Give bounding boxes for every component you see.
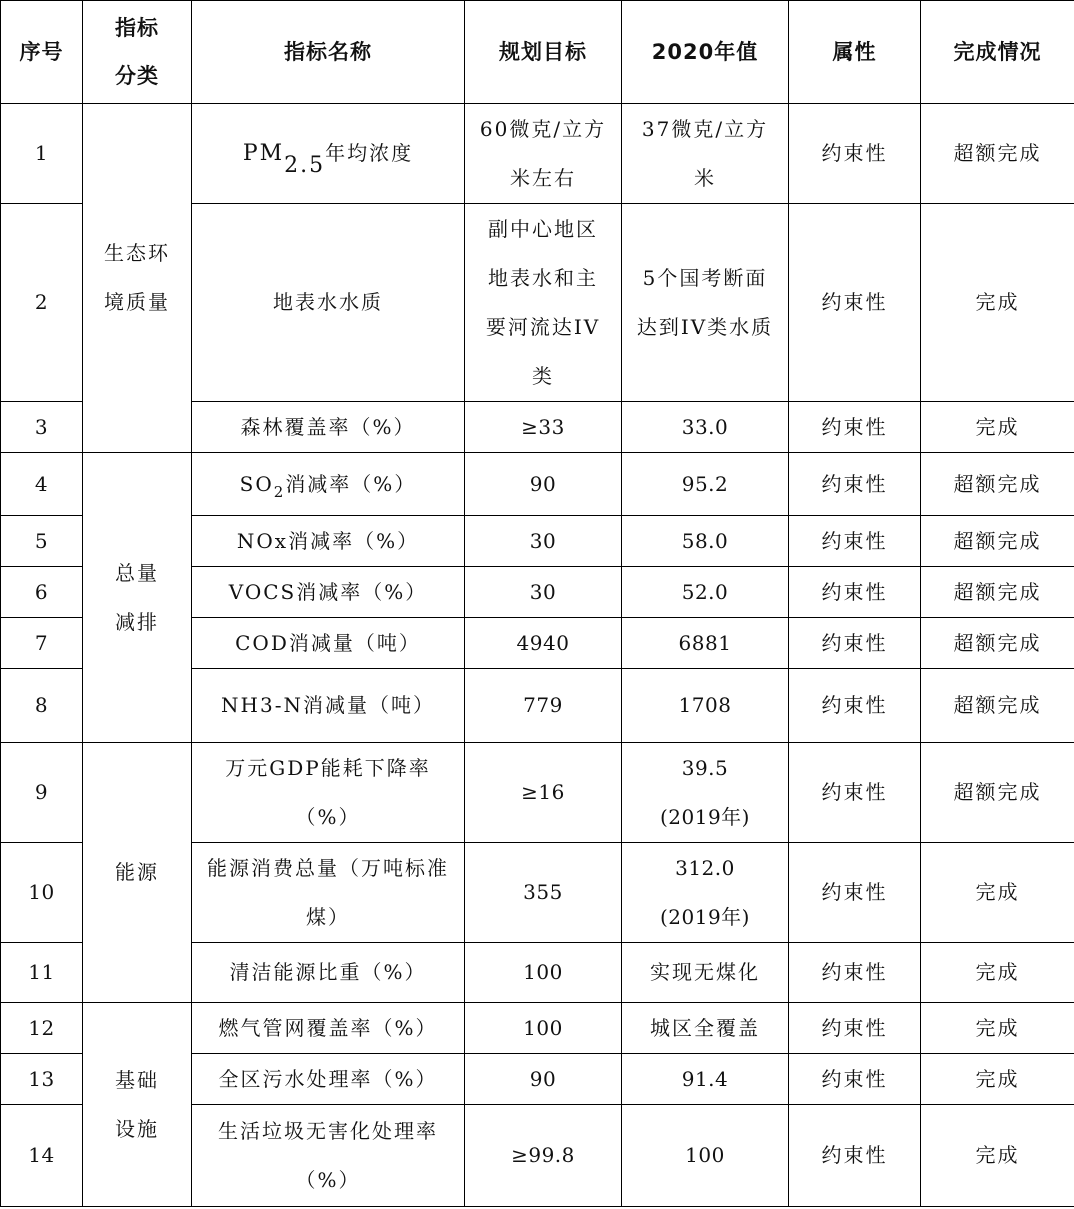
row-value-text: 5个国考断面达到IV类水质 xyxy=(636,265,774,339)
row-value-line2: (2019年) xyxy=(659,904,750,929)
row-target: 30 xyxy=(465,567,622,618)
row-target: ≥33 xyxy=(465,402,622,453)
row-value: 实现无煤化 xyxy=(622,943,789,1003)
category-energy: 能源 xyxy=(83,743,192,1003)
row-name xyxy=(192,453,465,516)
row-status: 完成 xyxy=(921,943,1074,1003)
row-index: 14 xyxy=(1,1105,83,1207)
row-status: 超额完成 xyxy=(921,618,1074,669)
row-target-text: 60微克/立方米左右 xyxy=(479,116,607,190)
row-attribute: 约束性 xyxy=(789,743,921,843)
row-value: 1708 xyxy=(622,669,789,743)
row-index: 10 xyxy=(1,843,83,943)
category-emission-line1: 总量 xyxy=(115,560,159,585)
row-index: 9 xyxy=(1,743,83,843)
row-name-suffix: 年均浓度 xyxy=(325,141,414,165)
row-name xyxy=(192,843,465,943)
row-value: 100 xyxy=(622,1105,789,1207)
row-target: 90 xyxy=(465,1054,622,1105)
row-status: 超额完成 xyxy=(921,516,1074,567)
row-target: 4940 xyxy=(465,618,622,669)
row-name: 清洁能源比重（%） xyxy=(192,943,465,1003)
row-status: 超额完成 xyxy=(921,104,1074,204)
row-value: 6881 xyxy=(622,618,789,669)
row-status: 完成 xyxy=(921,204,1074,402)
row-index: 12 xyxy=(1,1003,83,1054)
row-name-prefix: SO xyxy=(239,471,274,496)
row-name-suffix: 消减率（%） xyxy=(285,471,417,496)
row-name-prefix: PM xyxy=(242,141,285,166)
row-status: 完成 xyxy=(921,1054,1074,1105)
row-index: 4 xyxy=(1,453,83,516)
row-name xyxy=(192,1105,465,1207)
row-name-text: 万元GDP能耗下降率（%） xyxy=(225,755,431,829)
row-value-text: 37微克/立方米 xyxy=(641,116,769,190)
row-value xyxy=(622,104,789,204)
header-target: 规划目标 xyxy=(465,1,622,104)
row-attribute: 约束性 xyxy=(789,453,921,516)
row-name: 燃气管网覆盖率（%） xyxy=(192,1003,465,1054)
row-value: 91.4 xyxy=(622,1054,789,1105)
table-row xyxy=(1,743,1074,843)
row-target: ≥16 xyxy=(465,743,622,843)
row-value-line1: 39.5 xyxy=(681,755,729,780)
row-name-text: 能源消费总量（万吨标准煤） xyxy=(207,855,449,929)
row-name: 森林覆盖率（%） xyxy=(192,402,465,453)
table-row xyxy=(1,104,1074,204)
row-value xyxy=(622,204,789,402)
row-value: 33.0 xyxy=(622,402,789,453)
row-name xyxy=(192,104,465,204)
row-index: 2 xyxy=(1,204,83,402)
row-attribute: 约束性 xyxy=(789,843,921,943)
header-category xyxy=(83,1,192,104)
row-attribute: 约束性 xyxy=(789,943,921,1003)
row-name: NOx消减率（%） xyxy=(192,516,465,567)
row-index: 7 xyxy=(1,618,83,669)
row-name: VOCS消减率（%） xyxy=(192,567,465,618)
row-name-text: 生活垃圾无害化处理率（%） xyxy=(218,1118,438,1192)
row-value: 城区全覆盖 xyxy=(622,1003,789,1054)
row-name: COD消减量（吨） xyxy=(192,618,465,669)
category-emission-line2: 减排 xyxy=(115,609,159,634)
row-attribute: 约束性 xyxy=(789,669,921,743)
row-index: 8 xyxy=(1,669,83,743)
row-value: 58.0 xyxy=(622,516,789,567)
row-attribute: 约束性 xyxy=(789,1003,921,1054)
row-target: ≥99.8 xyxy=(465,1105,622,1207)
category-eco-label: 生态环境质量 xyxy=(104,241,170,314)
table-row xyxy=(1,453,1074,516)
row-attribute: 约束性 xyxy=(789,618,921,669)
category-infra-line2: 设施 xyxy=(115,1116,159,1141)
header-attribute: 属性 xyxy=(789,1,921,104)
row-attribute: 约束性 xyxy=(789,567,921,618)
row-value-line2: (2019年) xyxy=(659,804,750,829)
header-category-line1: 指标 xyxy=(115,16,159,40)
row-attribute: 约束性 xyxy=(789,1054,921,1105)
row-attribute: 约束性 xyxy=(789,1105,921,1207)
header-row xyxy=(1,1,1074,104)
row-name xyxy=(192,743,465,843)
row-name-sub: 2.5 xyxy=(284,153,326,178)
header-value-2020: 2020年值 xyxy=(622,1,789,104)
header-status: 完成情况 xyxy=(921,1,1074,104)
row-value xyxy=(622,843,789,943)
row-status: 完成 xyxy=(921,1003,1074,1054)
row-value: 52.0 xyxy=(622,567,789,618)
category-infra-line1: 基础 xyxy=(115,1067,159,1092)
row-target-text: 副中心地区地表水和主要河流达IV类 xyxy=(485,216,601,388)
row-attribute: 约束性 xyxy=(789,402,921,453)
category-emission xyxy=(83,453,192,743)
header-name: 指标名称 xyxy=(192,1,465,104)
row-value-line1: 312.0 xyxy=(675,855,735,880)
row-index: 6 xyxy=(1,567,83,618)
row-value: 95.2 xyxy=(622,453,789,516)
category-infra xyxy=(83,1003,192,1207)
row-name: NH3-N消减量（吨） xyxy=(192,669,465,743)
row-index: 1 xyxy=(1,104,83,204)
row-target xyxy=(465,204,622,402)
row-target: 30 xyxy=(465,516,622,567)
row-target: 779 xyxy=(465,669,622,743)
row-status: 完成 xyxy=(921,843,1074,943)
row-index: 13 xyxy=(1,1054,83,1105)
row-attribute: 约束性 xyxy=(789,104,921,204)
category-eco xyxy=(83,104,192,453)
row-target: 100 xyxy=(465,943,622,1003)
row-index: 11 xyxy=(1,943,83,1003)
row-name: 地表水水质 xyxy=(192,204,465,402)
row-status: 完成 xyxy=(921,1105,1074,1207)
row-name-sub: 2 xyxy=(273,482,286,501)
row-status: 超额完成 xyxy=(921,453,1074,516)
header-index: 序号 xyxy=(1,1,83,104)
row-index: 3 xyxy=(1,402,83,453)
row-target: 100 xyxy=(465,1003,622,1054)
row-status: 超额完成 xyxy=(921,669,1074,743)
row-name: 全区污水处理率（%） xyxy=(192,1054,465,1105)
row-index: 5 xyxy=(1,516,83,567)
row-target: 90 xyxy=(465,453,622,516)
row-status: 超额完成 xyxy=(921,567,1074,618)
row-target: 355 xyxy=(465,843,622,943)
table-row xyxy=(1,1003,1074,1054)
header-category-line2: 分类 xyxy=(115,64,159,88)
row-status: 完成 xyxy=(921,402,1074,453)
row-target xyxy=(465,104,622,204)
row-attribute: 约束性 xyxy=(789,204,921,402)
row-value xyxy=(622,743,789,843)
row-attribute: 约束性 xyxy=(789,516,921,567)
row-status: 超额完成 xyxy=(921,743,1074,843)
